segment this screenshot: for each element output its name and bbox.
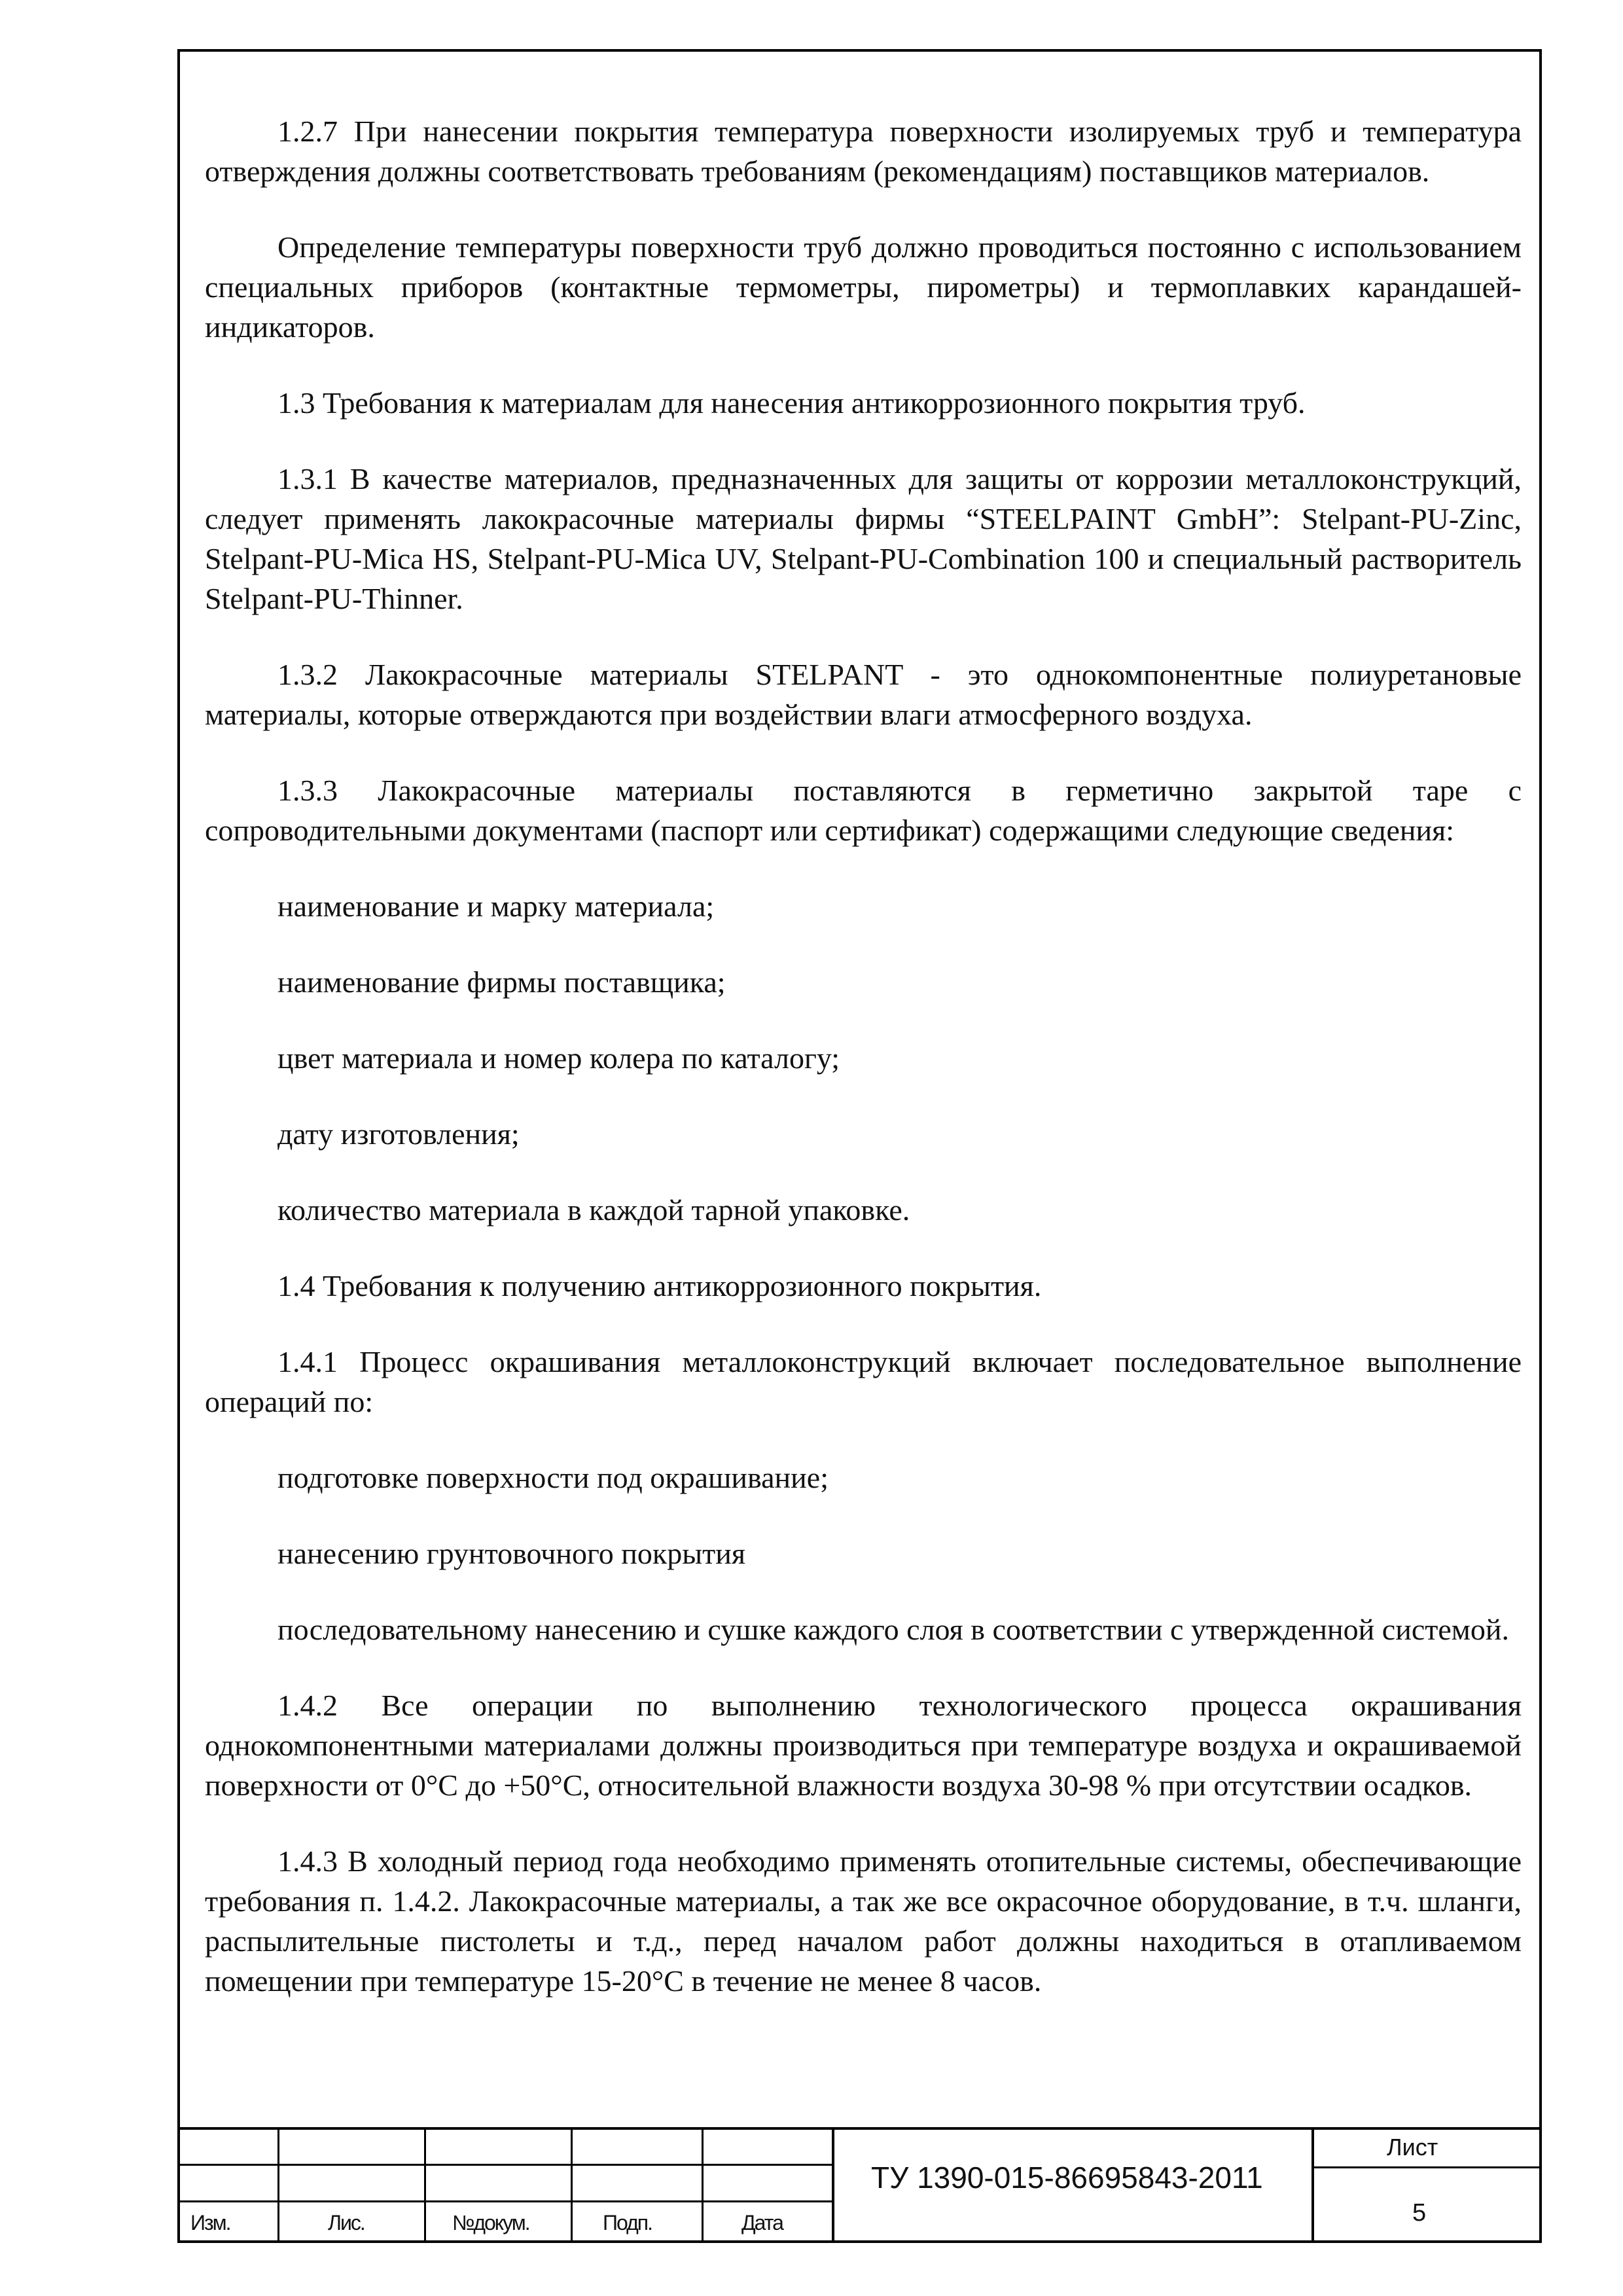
title-block-col-line [571,2127,573,2243]
list-item: цвет материала и номер колера по каталогу; [277,1041,840,1075]
list-item: наименование фирмы поставщика; [277,965,726,999]
list-item: дату изготовления; [277,1117,520,1151]
list-item: наименование и марку материала; [277,889,715,923]
title-block [177,2127,1542,2243]
title-block-col-line [424,2127,426,2243]
title-block-col-line [1311,2127,1314,2243]
label-lis: Лис. [328,2211,365,2234]
paragraph-1-3-1: 1.3.1 В качестве материалов, предназначенных для защиты от коррозии металлоконструкций, следует применять лакокрасочные материалы фирмы “STEELPAINT GmbH”: Stelpant-PU-Zinc, Stelpant-PU-Mica HS, Stelpant-PU-Mica UV, Stelpant-PU-Combination 100 и специальный растворитель Stelpant-PU-Thinner. [205,462,1522,615]
paragraph-1-3-3: 1.3.3 Лакокрасочные материалы поставляются в герметично закрытой таре с сопроводительными документами (паспорт или сертификат) содержащими следующие сведения: [205,774,1522,847]
list-item: количество материала в каждой тарной упаковке. [277,1193,910,1227]
label-podp: Подп. [603,2211,652,2234]
title-block-col-line [702,2127,704,2243]
title-block-row-line [177,2164,832,2166]
section-heading-1-4: 1.4 Требования к получению антикоррозионного покрытия. [277,1269,1042,1302]
sheet-number: 5 [1412,2199,1427,2227]
list-item: нанесению грунтовочного покрытия [277,1537,746,1570]
sheet-cell-divider [1311,2166,1542,2168]
paragraph-1-3-2: 1.3.2 Лакокрасочные материалы STELPANT - это однокомпонентные полиуретановые материалы, которые отверждаются при воздействии влаги атмосферного воздуха. [205,658,1522,731]
title-block-row-line [177,2200,832,2202]
paragraph-1-4-1: 1.4.1 Процесс окрашивания металлоконструкций включает последовательное выполнение операций по: [205,1345,1522,1418]
section-heading-1-3: 1.3 Требования к материалам для нанесения антикоррозионного покрытия труб. [277,386,1306,420]
label-ndokum: №докум. [452,2211,529,2234]
title-block-col-line [277,2127,279,2243]
title-block-col-line [832,2127,834,2243]
label-izm: Изм. [190,2211,230,2234]
title-block-top-line [177,2127,1542,2130]
paragraph-1-4-2: 1.4.2 Все операции по выполнению технологического процесса окрашивания однокомпонентными материалами должны производиться при температуре воздуха и окрашиваемой поверхности от 0°С до +50°С, относительной влажности воздуха 30-98 % при отсутствии осадков. [205,1689,1522,1802]
paragraph-1-4-3: 1.4.3 В холодный период года необходимо применять отопительные системы, обеспечивающие требования п. 1.4.2. Лакокрасочные материалы, а так же все окрасочное оборудование, в т.ч. шланги, распылительные пистолеты и т.д., перед началом работ должны находиться в отапливаемом помещении при температуре 15-20°С в течение не менее 8 часов. [205,1844,1522,1998]
paragraph-1-2-7: 1.2.7 При нанесении покрытия температура поверхности изолируемых труб и температура отверждения должны соответствовать требованиям (рекомендациям) поставщиков материалов. [205,115,1522,188]
list-item: подготовке поверхности под окрашивание; [277,1461,829,1494]
label-data: Дата [741,2211,783,2234]
sheet-label: Лист [1387,2134,1438,2161]
document-code: ТУ 1390-015-86695843-2011 [871,2161,1263,2195]
document-body [205,111,1522,2037]
paragraph-sequential-application: последовательному нанесению и сушке каждого слоя в соответствии с утвержденной системой. [277,1613,1509,1646]
paragraph-temperature-measurement: Определение температуры поверхности труб должно проводиться постоянно с использованием специальных приборов (контактные термометры, пирометры) и термоплавких карандашей-индикаторов. [205,230,1522,344]
